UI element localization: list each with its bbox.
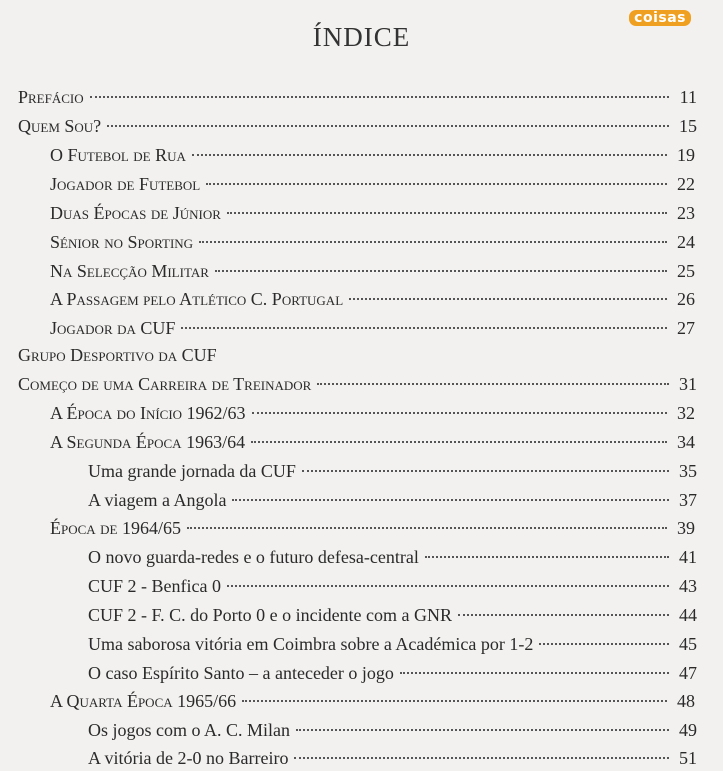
toc-entry-page: 47 xyxy=(679,663,697,683)
toc-entry-title: Época de 1964/65 xyxy=(50,518,182,538)
toc-entry-title: Prefácio xyxy=(18,87,84,107)
leader-dots xyxy=(242,700,667,702)
toc-entry-title: A Quarta Época 1965/66 xyxy=(50,691,237,711)
toc-entry xyxy=(88,631,697,657)
toc-entry-title: Jogador da CUF xyxy=(50,318,176,338)
leader-dots xyxy=(251,441,667,443)
toc-entry-title: Os jogos com o A. C. Milan xyxy=(88,720,291,740)
toc-entry-title: Uma grande jornada da CUF xyxy=(88,461,296,481)
leader-dots xyxy=(181,327,667,329)
toc-entry-title: Sénior no Sporting xyxy=(50,232,194,252)
toc-entry-title: Duas Épocas de Júnior xyxy=(50,203,221,223)
toc-entry xyxy=(88,602,697,628)
leader-dots xyxy=(192,154,667,156)
toc-entry-page: 23 xyxy=(677,203,695,223)
toc-entry-title: Jogador de Futebol xyxy=(50,174,201,194)
leader-dots xyxy=(206,183,667,185)
toc-entry-page: 39 xyxy=(677,518,695,538)
toc-entry-title: O caso Espírito Santo – a anteceder o jogo xyxy=(88,663,394,683)
leader-dots xyxy=(227,212,667,214)
leader-dots xyxy=(199,241,667,243)
toc-entry xyxy=(88,573,697,599)
leader-dots xyxy=(90,96,669,98)
toc-entry-page: 41 xyxy=(679,547,697,567)
toc-entry-page: 31 xyxy=(679,374,697,394)
toc-entry-title: Uma saborosa vitória em Coimbra sobre a Académica por 1-2 xyxy=(88,634,534,654)
toc-entry xyxy=(88,458,697,484)
toc-entry-page: 35 xyxy=(679,461,697,481)
toc-entry-page: 34 xyxy=(677,432,695,452)
leader-dots xyxy=(107,125,669,127)
leader-dots xyxy=(294,757,669,759)
toc-entry-page: 19 xyxy=(677,145,695,165)
toc-entry-title: A Época do Início 1962/63 xyxy=(50,403,246,423)
toc-entry-title: Quem Sou? xyxy=(18,116,102,136)
leader-dots xyxy=(349,298,667,300)
leader-dots xyxy=(187,527,667,529)
leader-dots xyxy=(458,614,669,616)
leader-dots xyxy=(317,383,669,385)
toc-entry-page: 22 xyxy=(677,174,695,194)
toc-entry xyxy=(50,315,695,341)
toc-entry-title: A vitória de 2-0 no Barreiro xyxy=(88,748,289,768)
toc-entry-page: 26 xyxy=(677,289,695,309)
toc-entry-page: 37 xyxy=(679,490,697,510)
toc-entry xyxy=(50,515,695,541)
toc-entry-page: 44 xyxy=(679,605,697,625)
toc-entry-title: A Segunda Época 1963/64 xyxy=(50,432,246,452)
toc-entry-title: A viagem a Angola xyxy=(88,490,227,510)
toc-entry-page: 48 xyxy=(677,691,695,711)
toc-entry xyxy=(18,84,697,110)
toc-entry-title: CUF 2 - F. C. do Porto 0 e o incidente com a GNR xyxy=(88,605,453,625)
toc-entry xyxy=(88,745,697,771)
toc-entry xyxy=(50,171,695,197)
toc-entry-page: 49 xyxy=(679,720,697,740)
toc-entry xyxy=(50,688,695,714)
leader-dots xyxy=(302,470,669,472)
toc-entry-page: 15 xyxy=(679,116,697,136)
toc-entry xyxy=(88,487,697,513)
toc-entry-page: 24 xyxy=(677,232,695,252)
leader-dots xyxy=(232,499,669,501)
toc-entry xyxy=(18,113,697,139)
toc-entry-title: Começo de uma Carreira de Treinador xyxy=(18,374,312,394)
toc-entry-page: 32 xyxy=(677,403,695,423)
toc-entry xyxy=(50,400,695,426)
toc-entry xyxy=(50,258,695,284)
toc-entry-page: 43 xyxy=(679,576,697,596)
toc-entry xyxy=(88,660,697,686)
toc-entry xyxy=(88,717,697,743)
leader-dots xyxy=(296,729,669,731)
leader-dots xyxy=(227,585,669,587)
toc-entry-title: Na Selecção Militar xyxy=(50,261,209,281)
toc-entry-page: 45 xyxy=(679,634,697,654)
toc-entry-page: 27 xyxy=(677,318,695,338)
toc-entry xyxy=(50,286,695,312)
toc-entry xyxy=(88,544,697,570)
toc-entry-title: A Passagem pelo Atlético C. Portugal xyxy=(50,289,344,309)
toc-entry xyxy=(18,371,697,397)
page-title: ÍNDICE xyxy=(312,22,411,52)
leader-dots xyxy=(400,672,669,674)
leader-dots xyxy=(215,270,667,272)
toc-entry xyxy=(50,229,695,255)
toc-entry-title: O Futebol de Rua xyxy=(50,145,186,165)
toc-entry xyxy=(50,429,695,455)
toc-entry-heading xyxy=(18,342,697,368)
leader-dots xyxy=(252,412,667,414)
toc-entry-page: 11 xyxy=(679,87,697,107)
toc-entry-page: 51 xyxy=(679,748,697,768)
toc-entry xyxy=(50,142,695,168)
toc-entry xyxy=(50,200,695,226)
toc-entry-page: 25 xyxy=(677,261,695,281)
toc-entry-title: CUF 2 - Benfica 0 xyxy=(88,576,221,596)
leader-dots xyxy=(425,556,669,558)
toc-entry-title: Grupo Desportivo da CUF xyxy=(18,345,217,365)
toc-entry-title: O novo guarda-redes e o futuro defesa-central xyxy=(88,547,419,567)
watermark-logo: coisas xyxy=(629,10,691,26)
leader-dots xyxy=(539,643,669,645)
